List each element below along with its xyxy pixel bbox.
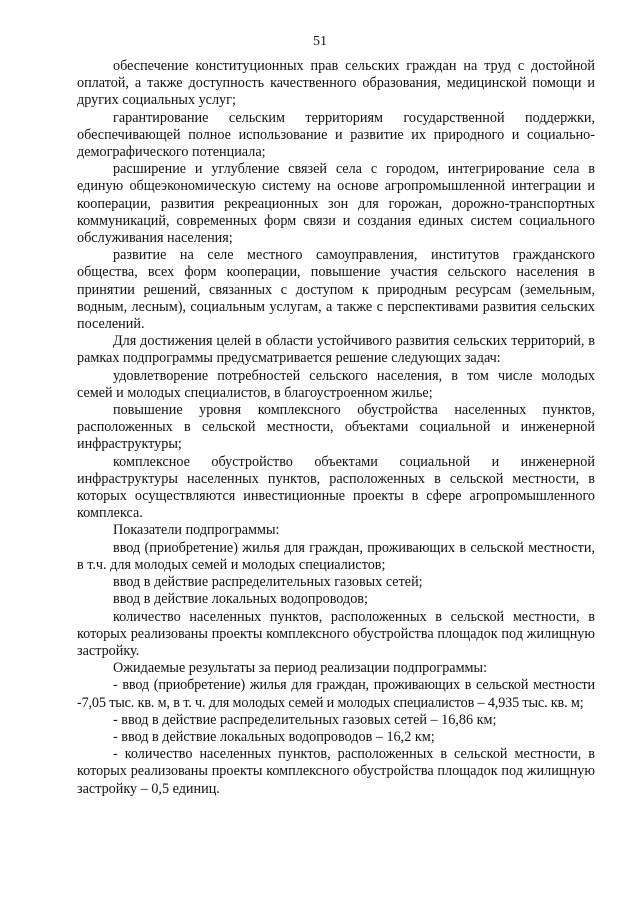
paragraph: - количество населенных пунктов, расположенных в сельской местности, в которых реализованы проекты комплексного обустройства площадок под жилищную застройку – 0,5 единиц.	[77, 746, 595, 797]
page-number: 51	[313, 34, 327, 49]
paragraph: удовлетворение потребностей сельского населения, в том числе молодых семей и молодых специалистов, в благоустроенном жилье;	[77, 367, 595, 401]
paragraph: - ввод в действие локальных водопроводов – 16,2 км;	[113, 728, 435, 745]
paragraph: гарантирование сельским территориям государственной поддержки, обеспечивающей полное использование и развитие их природного и социально-демографического потенциала;	[77, 109, 595, 161]
paragraph: ввод в действие локальных водопроводов;	[113, 591, 368, 608]
paragraph: Показатели подпрограммы:	[113, 522, 280, 539]
paragraph: ввод в действие распределительных газовых сетей;	[113, 574, 423, 591]
paragraph: - ввод (приобретение) жилья для граждан, проживающих в сельской местности -7,05 тыс. кв. м, в т. ч. для молодых семей и молодых специалистов – 4,935 тыс. кв. м;	[77, 677, 595, 711]
paragraph: Для достижения целей в области устойчивого развития сельских территорий, в рамках подпрограммы предусматривается решение следующих задач:	[77, 333, 595, 367]
body-text	[77, 58, 595, 798]
paragraph: обеспечение конституционных прав сельских граждан на труд с достойной оплатой, а также доступность качественного образования, медицинской помощи и других социальных услуг;	[77, 58, 595, 109]
paragraph: количество населенных пунктов, расположенных в сельской местности, в которых реализованы проекты комплексного обустройства площадок под жилищную застройку.	[77, 608, 595, 659]
paragraph: расширение и углубление связей села с городом, интегрирование села в единую общеэкономическую систему на основе агропромышленной интеграции и кооперации, развития рекреационных зон для горожан, дорожно-транспортных коммуникаций, современных форм связи и создания единых систем социального обслуживания населения;	[77, 161, 595, 247]
paragraph: повышение уровня комплексного обустройства населенных пунктов, расположенных в сельской местности, объектами социальной и инженерной инфраструктуры;	[77, 402, 595, 453]
paragraph: Ожидаемые результаты за период реализации подпрограммы:	[113, 660, 488, 677]
paragraph: - ввод в действие распределительных газовых сетей – 16,86 км;	[113, 711, 497, 728]
paragraph: развитие на селе местного самоуправления, институтов гражданского общества, всех форм кооперации, повышение участия сельского населения в принятии решений, связанных с доступом к природным ресурсам (земельным, водным, лесным), социальным услугам, а также с перспективами развития сельских поселений.	[77, 247, 595, 333]
paragraph: комплексное обустройство объектами социальной и инженерной инфраструктуры населенных пунктов, расположенных в сельской местности, в которых осуществляются инвестиционные проекты в сфере агропромышленного комплекса.	[77, 453, 595, 522]
paragraph: ввод (приобретение) жилья для граждан, проживающих в сельской местности, в т.ч. для молодых семей и молодых специалистов;	[77, 539, 595, 573]
